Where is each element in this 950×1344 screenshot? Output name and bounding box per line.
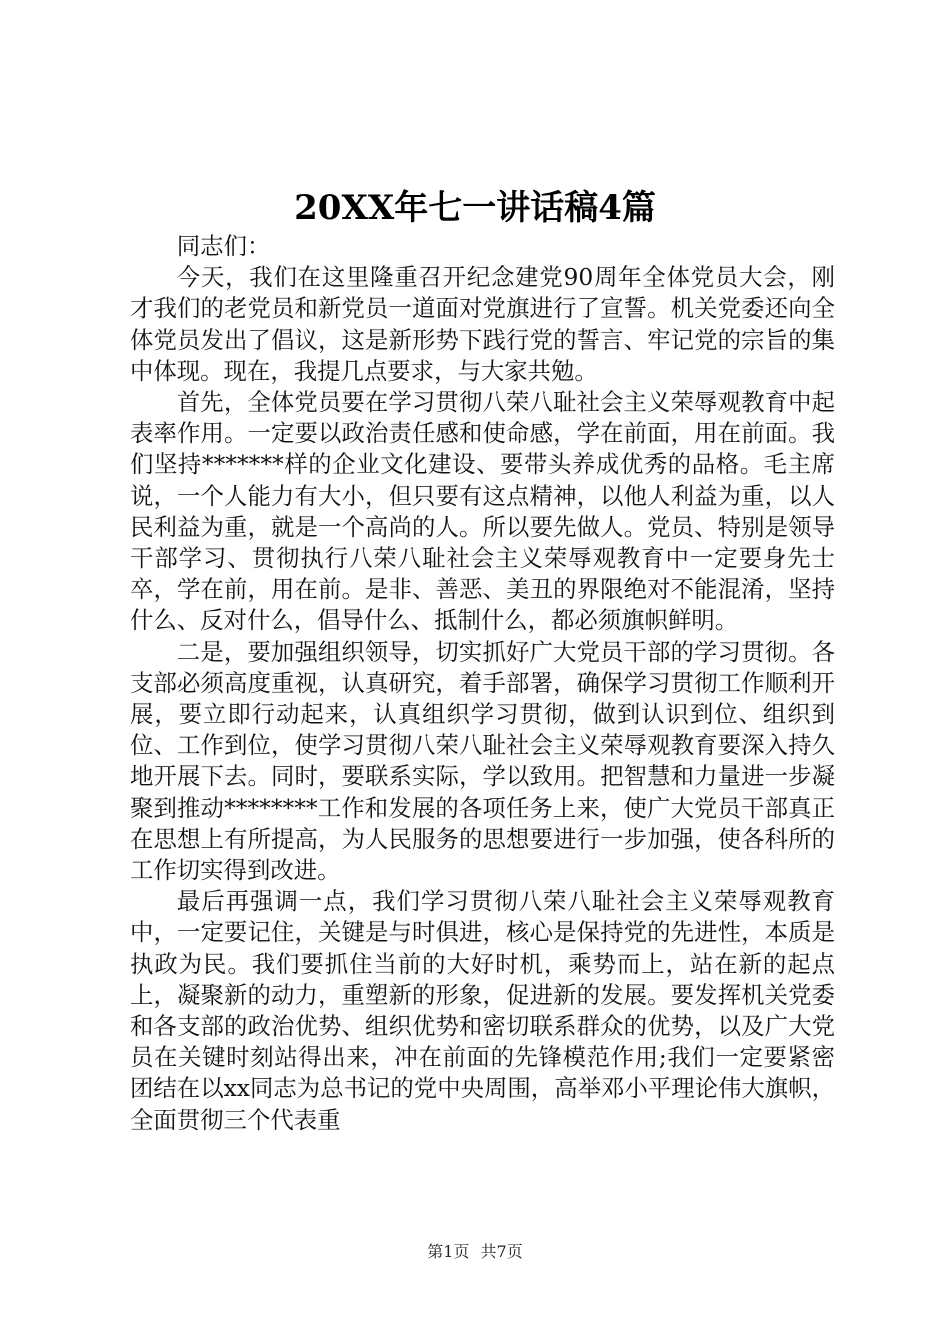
page-number: 第1页 <box>427 1242 470 1261</box>
document-title: 20XX年七一讲话稿4篇 <box>294 188 656 228</box>
paragraph-final-point: 最后再强调一点，我们学习贯彻八荣八耻社会主义荣辱观教育中，一定要记住，关键是与时俱进，核心是保持党的先进性，本质是执政为民。我们要抓住当前的大好时机，乘势而上，站在新的起点上，凝聚新的动力，重塑新的形象，促进新的发展。要发挥机关党委和各支部的政治优势、组织优势和密切联系群众的优势，以及广大党员在关键时刻站得出来，冲在前面的先锋模范作用;我们一定要紧密团结在以xx同志为总书记的党中央周围，高举邓小平理论伟大旗帜，全面贯彻三个代表重 <box>130 887 835 1134</box>
document-body <box>130 231 835 1136</box>
paragraph-second-point: 二是，要加强组织领导，切实抓好广大党员干部的学习贯彻。各支部必须高度重视，认真研究，着手部署，确保学习贯彻工作顺利开展，要立即行动起来，认真组织学习贯彻，做到认识到位、组织到位、工作到位，使学习贯彻八荣八耻社会主义荣辱观教育要深入持久地开展下去。同时，要联系实际，学以致用。把智慧和力量进一步凝聚到推动********工作和发展的各项任务上来，使广大党员干部真正在思想上有所提高，为人民服务的思想要进行一步加强，使各科所的工作切实得到改进。 <box>130 637 835 885</box>
greeting: 同志们： <box>176 232 271 260</box>
page-total: 共7页 <box>480 1242 523 1261</box>
page-footer <box>0 1241 950 1263</box>
paragraph-first-point: 首先，全体党员要在学习贯彻八荣八耻社会主义荣辱观教育中起表率作用。一定要以政治责任感和使命感，学在前面，用在前面。我们坚持*******样的企业文化建设、要带头养成优秀的品格。毛主席说，一个人能力有大小，但只要有这点精神，以他人利益为重，以人民利益为重，就是一个高尚的人。所以要先做人。党员、特别是领导干部学习、贯彻执行八荣八耻社会主义荣辱观教育中一定要身先士卒，学在前，用在前。是非、善恶、美丑的界限绝对不能混淆，坚持什么、反对什么，倡导什么、抵制什么，都必须旗帜鲜明。 <box>130 388 835 635</box>
paragraph-opening: 今天，我们在这里隆重召开纪念建党90周年全体党员大会，刚才我们的老党员和新党员一道面对党旗进行了宣誓。机关党委还向全体党员发出了倡议，这是新形势下践行党的誓言、牢记党的宗旨的集中体现。现在，我提几点要求，与大家共勉。 <box>130 263 835 385</box>
